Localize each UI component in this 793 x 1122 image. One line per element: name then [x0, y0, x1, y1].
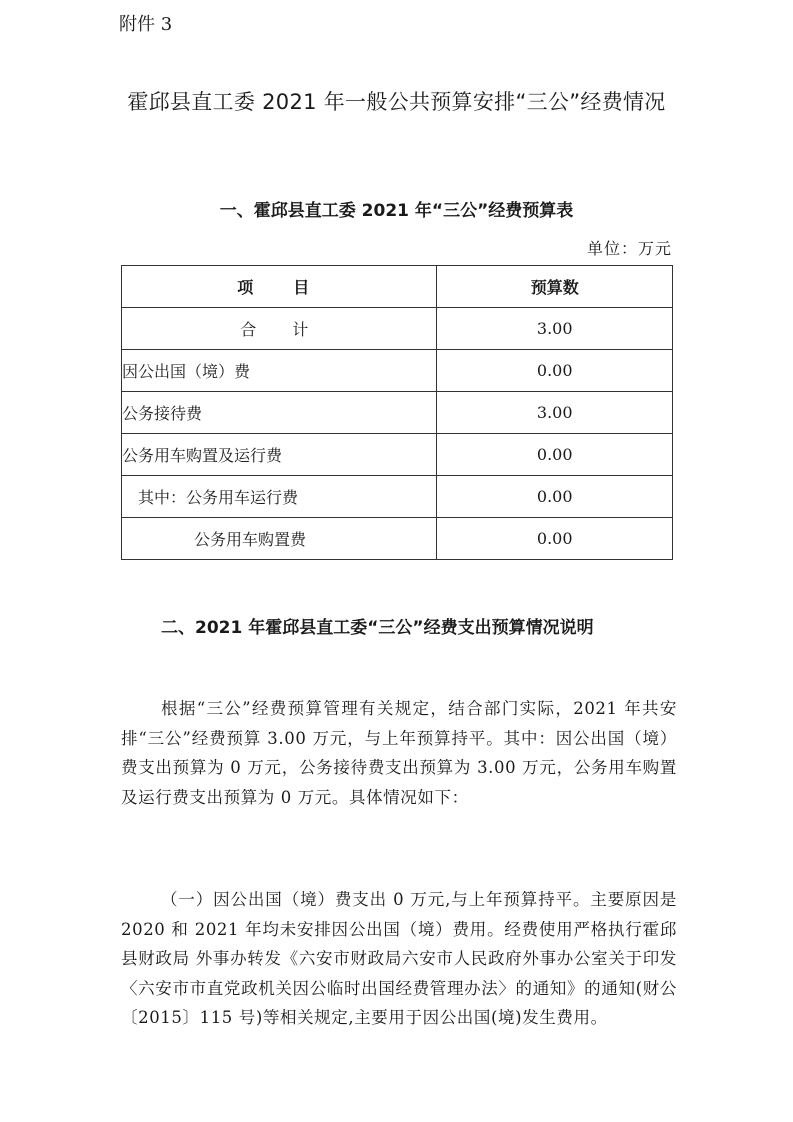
paragraph-overseas-detail: （一）因公出国（境）费支出 0 万元,与上年预算持平。主要原因是 2020 和 2021 年均未安排因公出国（境）费用。经费使用严格执行霍邱县财政局 外事办转发《六安市财政局六安市人民政府外事办公室关于印发〈六安市市直党政机关因公临时出国经费管理办法〉的通知》的通知(财公〔2015〕115 号)等相关规定,主要用于因公出国(境)发生费用。	[121, 890, 677, 1027]
header-item: 项 目	[122, 266, 437, 308]
document-title: 霍邱县直工委 2021 年一般公共预算安排“三公”经费情况	[127, 90, 666, 114]
table-row	[122, 476, 673, 518]
table-row	[122, 392, 673, 434]
row-amount-vehicle-purchase: 0.00	[437, 518, 673, 560]
row-item-reception: 公务接待费	[122, 392, 437, 434]
budget-table	[121, 265, 673, 560]
section1-heading: 一、霍邱县直工委 2021 年“三公”经费预算表	[219, 201, 574, 221]
table-row	[122, 434, 673, 476]
row-amount-total: 3.00	[437, 308, 673, 350]
section2-heading: 二、2021 年霍邱县直工委“三公”经费支出预算情况说明	[161, 618, 594, 638]
table-row	[122, 518, 673, 560]
row-item-vehicles: 公务用车购置及运行费	[122, 434, 437, 476]
table-row	[122, 350, 673, 392]
row-item-vehicle-operation: 其中：公务用车运行费	[122, 476, 437, 518]
table-header-row	[122, 266, 673, 308]
paragraph-overview: 根据“三公”经费预算管理有关规定，结合部门实际，2021 年共安排“三公”经费预算 3.00 万元，与上年预算持平。其中：因公出国（境）费支出预算为 0 万元，公务接待费支出预算为 3.00 万元，公务用车购置及运行费支出预算为 0 万元。具体情况如下：	[121, 699, 677, 807]
header-amount: 预算数	[437, 266, 673, 308]
row-amount-reception: 3.00	[437, 392, 673, 434]
row-item-vehicle-purchase: 公务用车购置费	[122, 518, 437, 560]
row-item-overseas: 因公出国（境）费	[122, 350, 437, 392]
row-amount-overseas: 0.00	[437, 350, 673, 392]
table-row	[122, 308, 673, 350]
attachment-label: 附件 3	[119, 14, 173, 35]
unit-label: 单位：万元	[586, 239, 672, 258]
row-amount-vehicles: 0.00	[437, 434, 673, 476]
row-item-total: 合 计	[122, 308, 437, 350]
row-amount-vehicle-operation: 0.00	[437, 476, 673, 518]
